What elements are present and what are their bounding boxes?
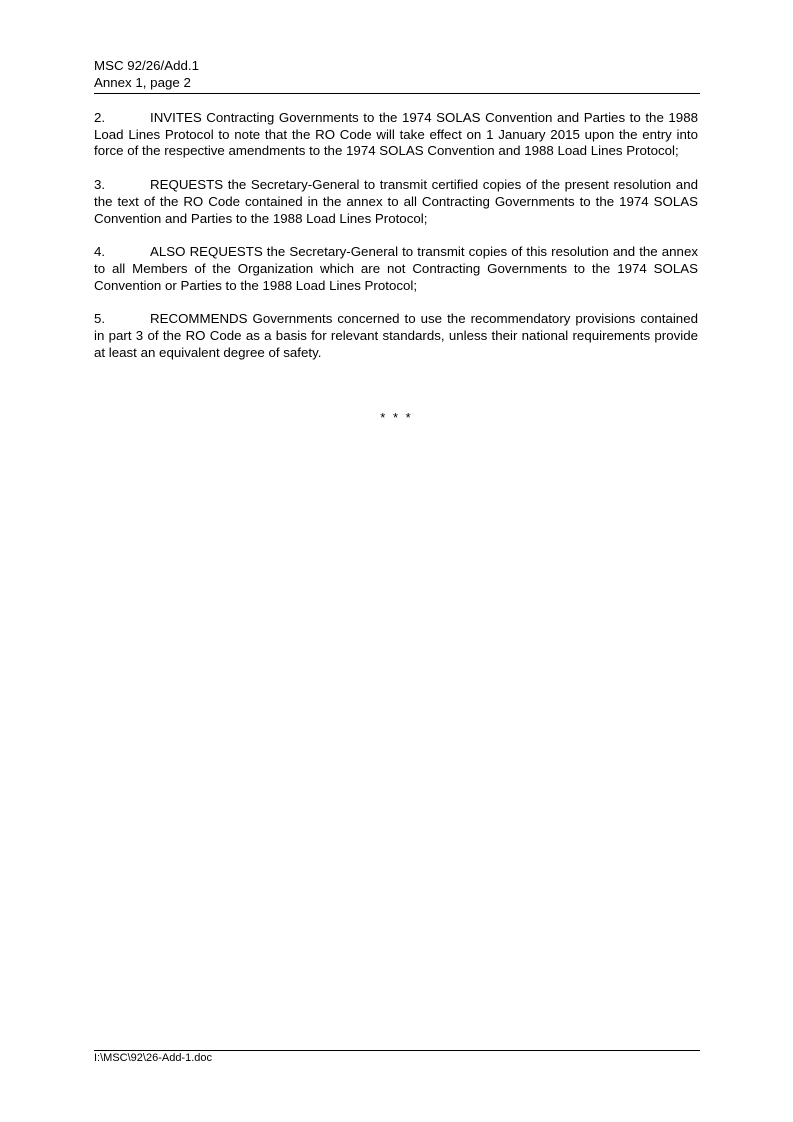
paragraph-5 [94, 311, 698, 361]
document-body [94, 110, 698, 378]
paragraph-text: INVITES Contracting Governments to the 1974 SOLAS Convention and Parties to the 1988 Load Lines Protocol to note that the RO Code will take effect on 1 January 2015 upon the entry into force of the respective amendments to the 1974 SOLAS Convention and 1988 Load Lines Protocol; [94, 110, 698, 159]
paragraph-3 [94, 177, 698, 227]
paragraph-4 [94, 244, 698, 294]
paragraph-2 [94, 110, 698, 160]
page-reference: Annex 1, page 2 [94, 75, 191, 90]
document-reference: MSC 92/26/Add.1 [94, 58, 199, 73]
paragraph-number: 5. [94, 311, 106, 327]
paragraph-number: 2. [94, 110, 106, 125]
footer-divider [94, 1050, 700, 1051]
paragraph-number: 3. [94, 177, 106, 193]
header-divider [94, 93, 700, 94]
footer-file-path: I:\MSC\92\26-Add-1.doc [94, 1052, 213, 1064]
section-separator: * * * [380, 410, 413, 425]
paragraph-text: REQUESTS the Secretary-General to transmit certified copies of the present resolution and the text of the RO Code contained in the annex to all Contracting Governments to the 1974 SOLAS Convention and Parties to the 1988 Load Lines Protocol; [94, 177, 698, 226]
page-header [94, 57, 700, 91]
paragraph-text: RECOMMENDS Governments concerned to use the recommendatory provisions contained in part 3 of the RO Code as a basis for relevant standards, unless their national requirements provide at least an equivalent degree of safety. [94, 311, 698, 360]
paragraph-number: 4. [94, 244, 106, 260]
paragraph-text: ALSO REQUESTS the Secretary-General to transmit copies of this resolution and the annex to all Members of the Organization which are not Contracting Governments to the 1974 SOLAS Convention or Parties to the 1988 Load Lines Protocol; [94, 244, 698, 293]
